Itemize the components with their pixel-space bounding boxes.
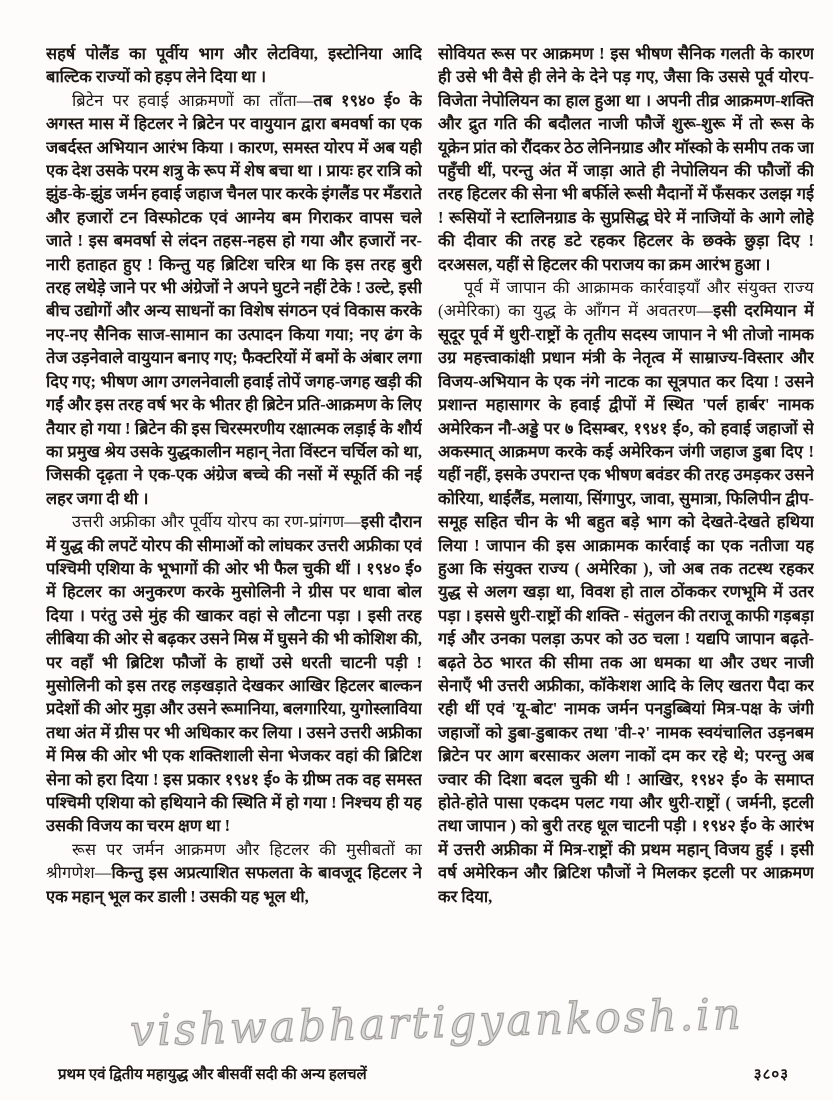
paragraph xyxy=(438,42,814,276)
run-in-heading: पूर्व में जापान की आक्रामक कार्रवाइयाँ और संयुक्त राज्य (अमेरिका) का युद्ध के आँगन में अवतरण— xyxy=(438,278,814,321)
right-column xyxy=(438,42,814,1032)
text-columns xyxy=(46,42,814,1032)
footer-title: प्रथम एवं द्वितीय महायुद्ध और बीसवीं सदी की अन्य हलचलें xyxy=(58,1067,367,1083)
paragraph xyxy=(46,89,422,510)
run-in-heading: उत्तरी अफ्रीका और पूर्वीय योरप का रण-प्रांगण— xyxy=(72,512,361,532)
left-column xyxy=(46,42,422,1032)
page-number: ३८०३ xyxy=(753,1067,789,1083)
paragraph xyxy=(46,42,422,89)
paragraph xyxy=(46,510,422,838)
paragraph-text: सोवियत रूस पर आक्रमण ! इस भीषण सैनिक गलती के कारण ही उसे भी वैसे ही लेने के देने पड़ गए, जैसा कि उससे पूर्व योरप-विजेता नेपोलियन का हाल हुआ था । अपनी तीव्र आक्रमण-शक्ति और द्रुत गति की बदौलत नाजी फौजें शुरू-शुरू में तो रूस के यूक्रेन प्रांत को रौंदकर ठेठ लेनिनग्राड और मॉस्को के समीप तक जा पहुँची थीं, परन्तु अंत में जाड़ा आते ही नेपोलियन की फौजों की तरह हिटलर की सेना भी बर्फीले रूसी मैदानों में फँसकर उलझ गई ! रूसियों ने स्टालिनग्राड के सुप्रसिद्ध घेरे में नाजियों के आगे लोहे की दीवार की तरह डटे रहकर हिटलर के छक्के छुड़ा दिए ! दरअसल, यहीं से हिटलर की पराजय का क्रम आरंभ हुआ । xyxy=(438,44,814,274)
paragraph-text: तब १९४० ई० के अगस्त मास में हिटलर ने ब्रिटेन पर वायुयान द्वारा बमवर्षा का एक जबर्दस्त अभियान आरंभ किया । कारण, समस्त योरप में अब यही एक देश उसके परम शत्रु के रूप में शेष बचा था । प्रायः हर रात्रि को झुंड-के-झुंड जर्मन हवाई जहाज चैनल पार करके इंगलैंड पर मँडराते और हजारों टन विस्फोटक एवं आग्नेय बम गिराकर वापस चले जाते ! इस बमवर्षा से लंदन तहस-नहस हो गया और हजारों नर-नारी हताहत हुए ! किन्तु यह ब्रिटिश चरित्र था कि इस तरह बुरी तरह लथेड़े जाने पर भी अंग्रेजों ने अपने घुटने नहीं टेके ! उल्टे, इसी बीच उद्योगों और अन्य साधनों का विशेष संगठन एवं विकास करके नए-नए सैनिक साज-सामान का उत्पादन किया गया; नए ढंग के तेज उड़नेवाले वायुयान बनाए गए; फैक्टरियों में बमों के अंबार लगा दिए गए; भीषण आग उगलनेवाली हवाई तोपें जगह-जगह खड़ी की गईं और इस तरह वर्ष भर के भीतर ही ब्रिटेन प्रति-आक्रमण के लिए तैयार हो गया ! ब्रिटेन की इस चिरस्मरणीय रक्षात्मक लड़ाई के शौर्य का प्रमुख श्रेय उसके युद्धकालीन महान् नेता विंस्टन चर्चिल को था, जिसकी दृढ़ता ने एक-एक अंग्रेज बच्चे की नसों में स्फूर्ति की नई लहर जगा दी थी । xyxy=(46,90,422,508)
watermark: vishwabhartigyankosh.in xyxy=(129,989,745,1057)
footer xyxy=(58,1064,789,1084)
run-in-heading: ब्रिटेन पर हवाई आक्रमणों का ताँता— xyxy=(72,90,314,110)
run-in-heading: रूस पर जर्मन आक्रमण और हिटलर की मुसीबतों का श्रीगणेश— xyxy=(46,839,422,883)
paragraph-text: इसी दरमियान में सूदूर पूर्व में धुरी-राष्ट्रों के तृतीय सदस्य जापान ने भी तोजो नामक उग्र महत्त्वाकांक्षी प्रधान मंत्री के नेतृत्व में साम्राज्य-विस्तार और विजय-अभियान के एक नंगे नाटक का सूत्रपात कर दिया ! उसने प्रशान्त महासागर के हवाई द्वीपों में स्थित 'पर्ल हार्बर' नामक अमेरिकन नौ-अड्डे पर ७ दिसम्बर, १९४१ ई०, को हवाई जहाजों से अकस्मात् आक्रमण करके कई अमेरिकन जंगी जहाज डुबा दिए ! यहीं नहीं, इसके उपरान्त एक भीषण बवंडर की तरह उमड़कर उसने कोरिया, थाईलैंड, मलाया, सिंगापुर, जावा, सुमात्रा, फिलिपीन द्वीप-समूह सहित चीन के भी बहुत बड़े भाग को देखते-देखते हथिया लिया ! जापान की इस आक्रामक कार्रवाई का एक नतीजा यह हुआ कि संयुक्त राज्य ( अमेरिका ), जो अब तक तटस्थ रहकर युद्ध से अलग खड़ा था, विवश हो ताल ठोंककर रणभूमि में उतर पड़ा । इससे धुरी-राष्ट्रों की शक्ति - संतुलन की तराजू काफी गड़बड़ा गई और उनका पलड़ा ऊपर को उठ चला ! यद्यपि जापान बढ़ते-बढ़ते ठेठ भारत की सीमा तक आ धमका था और उधर नाजी सेनाएँ भी उत्तरी अफ्रीका, कॉकेशश आदि के लिए खतरा पैदा कर रही थीं एवं 'यू-बोट' नामक जर्मन पनडुब्बियां मित्र-पक्ष के जंगी जहाजों को डुबा-डुबाकर तथा 'वी-२' नामक स्वयंचालित उड़नबम ब्रिटेन पर आग बरसाकर अलग नाकों दम कर रहे थे; परन्तु अब ज्वार की दिशा बदल चुकी थी ! आखिर, १९४२ ई० के समाप्त होते-होते पासा एकदम पलट गया और धुरी-राष्ट्रों ( जर्मनी, इटली तथा जापान ) को बुरी तरह धूल चाटनी पड़ी । १९४२ ई० के आरंभ में उत्तरी अफ्रीका में मित्र-राष्ट्रों की प्रथम महान् विजय हुई । इसी वर्ष अमेरिकन और ब्रिटिश फौजों ने मिलकर इटली पर आक्रमण कर दिया, xyxy=(438,301,814,906)
paragraph xyxy=(46,838,422,908)
paragraph-text: इसी दौरान में युद्ध की लपटें योरप की सीमाओं को लांघकर उत्तरी अफ्रीका एवं पश्चिमी एशिया के भूभागों की ओर भी फैल चुकी थीं । १९४० ई० में हिटलर का अनुकरण करके मुसोलिनी ने ग्रीस पर धावा बोल दिया । परंतु उसे मुंह की खाकर वहां से लौटना पड़ा । इसी तरह लीबिया की ओर से बढ़कर उसने मिस्र में घुसने की भी कोशिश की, पर वहाँ भी ब्रिटिश फौजों के हाथों उसे धरती चाटनी पड़ी ! मुसोलिनी को इस तरह लड़खड़ाते देखकर आखिर हिटलर बाल्कन प्रदेशों की ओर मुड़ा और उसने रूमानिया, बलगारिया, युगोस्लाविया तथा अंत में ग्रीस पर भी अधिकार कर लिया । उसने उत्तरी अफ्रीका में मिस्र की ओर भी एक शक्तिशाली सेना भेजकर वहां की ब्रिटिश सेना को हरा दिया ! इस प्रकार १९४१ ई० के ग्रीष्म तक वह समस्त पश्चिमी एशिया को हथियाने की स्थिति में हो गया ! निश्चय ही यह उसकी विजय का चरम क्षण था ! xyxy=(46,512,422,836)
paragraph xyxy=(438,276,814,908)
paragraph-text: सहर्ष पोलैंड का पूर्वीय भाग और लेटविया, इस्टोनिया आदि बाल्टिक राज्यों को हड़प लेने दिया था । xyxy=(46,44,422,87)
paragraph-text: किन्तु इस अप्रत्याशित सफलता के बावजूद हिटलर ने एक महान् भूल कर डाली ! उसकी यह भूल थी, xyxy=(46,863,422,906)
